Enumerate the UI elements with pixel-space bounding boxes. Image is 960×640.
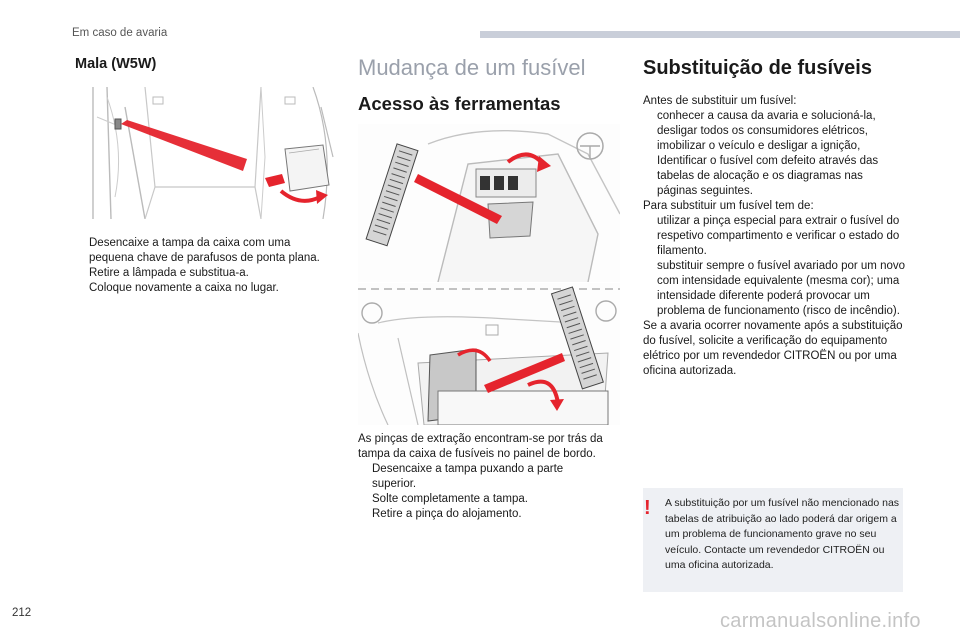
fuse-replacement-section [643, 57, 905, 379]
fuse-change-section [358, 55, 628, 115]
bullet-marker [358, 507, 372, 522]
watermark: carmanualsonline.info [720, 610, 921, 632]
bullet-marker [75, 236, 89, 266]
warning-icon: ! [644, 497, 651, 519]
tools-access-steps [358, 432, 603, 522]
list-item: desligar todos os consumidores elétricos, [643, 124, 905, 139]
warning-text: A substituição por um fusível não mencionado nas tabelas de atribuição ao lado poderá dar origem a um problema de funcionamento grave no seu veículo. Contacte um revendedor CITROËN ou uma oficina autorizada. [665, 497, 900, 571]
list-item: substituir sempre o fusível avariado por um novo com intensidade equivalente (mesma cor); uma intensidade diferente poderá provocar um problema de funcionamento (risco de incêndio). [643, 259, 905, 319]
trunk-lamp-heading: Mala (W5W) [75, 56, 157, 72]
page-number: 212 [12, 607, 32, 619]
bullet-marker [75, 266, 89, 281]
dashboard-fuse-cover-illustration [358, 124, 620, 282]
fuse-change-title: Mudança de um fusível [358, 55, 586, 80]
tools-access-intro: As pinças de extração encontram-se por trás da tampa da caixa de fusíveis no painel de bordo. [358, 433, 603, 460]
list-item: Identificar o fusível com defeito através das tabelas de alocação e os diagramas nas páginas seguintes. [643, 154, 905, 199]
bullet-marker [643, 139, 657, 154]
section-title: Em caso de avaria [72, 27, 168, 39]
tools-access-heading: Acesso às ferramentas [358, 93, 561, 114]
bullet-marker [643, 109, 657, 124]
list-item: Desencaixe a tampa puxando a parte superior. [358, 462, 603, 492]
closing-paragraph: Se a avaria ocorrer novamente após a substituição do fusível, solicite a verificação do equipamento elétrico por um revendedor CITROËN ou por uma oficina autorizada. [643, 320, 903, 377]
list-item: imobilizar o veículo e desligar a ignição, [643, 139, 905, 154]
list-item: Retire a pinça do alojamento. [358, 507, 603, 522]
bullet-marker [358, 492, 372, 507]
trunk-lamp-section [75, 56, 335, 72]
bullet-marker [643, 259, 657, 319]
bullet-marker [358, 462, 372, 492]
bullet-marker [643, 124, 657, 139]
list-item: conhecer a causa da avaria e solucioná-la, [643, 109, 905, 124]
list-item: utilizar a pinça especial para extrair o fusível do respetivo compartimento e verificar o estado do filamento. [643, 214, 905, 259]
fuse-replacement-title: Substituição de fusíveis [643, 57, 872, 79]
trunk-lamp-steps [75, 236, 320, 296]
list-item: Coloque novamente a caixa no lugar. [75, 281, 320, 296]
trunk-lamp-illustration [85, 87, 337, 219]
before-replace-intro: Antes de substituir um fusível: [643, 95, 797, 107]
bullet-marker [643, 214, 657, 259]
glovebox-fuse-clip-illustration [358, 283, 620, 425]
list-item: Solte completamente a tampa. [358, 492, 603, 507]
replace-intro: Para substituir um fusível tem de: [643, 200, 814, 212]
header-bar [480, 31, 960, 38]
list-item: Retire a lâmpada e substitua-a. [75, 266, 320, 281]
bullet-marker [643, 154, 657, 199]
list-item: Desencaixe a tampa da caixa com uma pequena chave de parafusos de ponta plana. [75, 236, 320, 266]
bullet-marker [75, 281, 89, 296]
